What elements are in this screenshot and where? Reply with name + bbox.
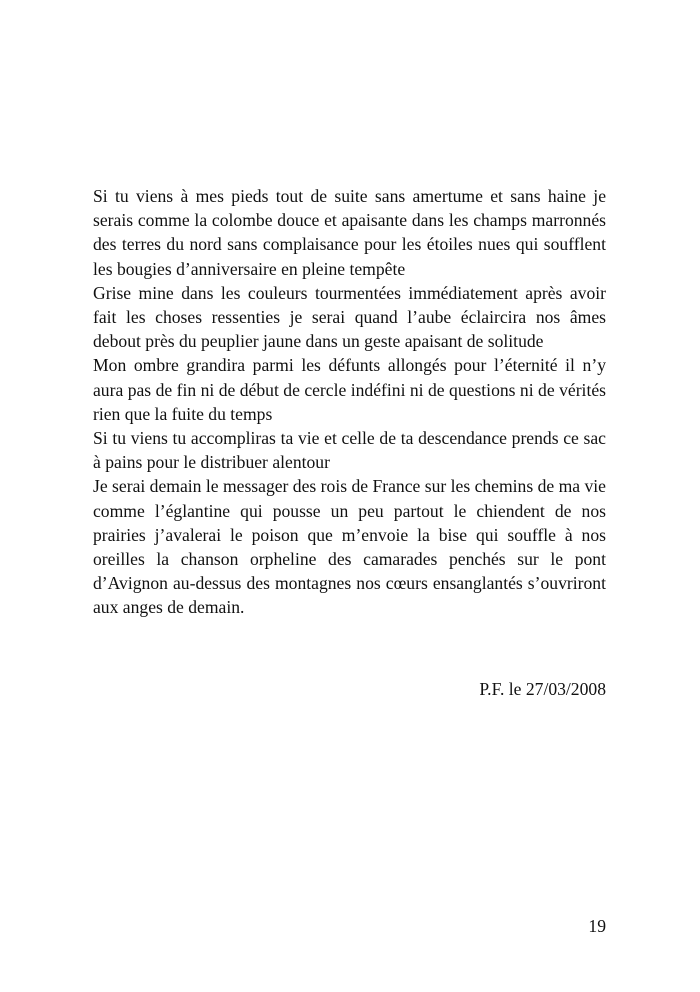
poem-stanza-5: Je serai demain le messager des rois de France sur les chemins de ma vie comme l’églantine qui pousse un peu partout le chiendent de nos prairies j’avalerai le poison que m’envoie la bise qui souffle à nos oreilles la chanson orpheline des camarades penchés sur le pont d’Avignon au-dessus des montagnes nos cœurs ensanglantés s’ouvriront aux anges de demain. — [93, 476, 606, 618]
page-number: 19 — [588, 916, 606, 936]
poem-body — [93, 184, 606, 620]
signature-date: P.F. le 27/03/2008 — [479, 679, 606, 699]
poem-stanza-4: Si tu viens tu accompliras ta vie et celle de ta descendance prends ce sac à pains pour le distribuer alentour — [93, 428, 606, 473]
poem-stanza-3: Mon ombre grandira parmi les défunts allongés pour l’éternité il n’y aura pas de fin ni de début de cercle indéfini ni de questions ni de vérités rien que la fuite du temps — [93, 355, 606, 424]
poem-stanza-2: Grise mine dans les couleurs tourmentées immédiatement après avoir fait les choses ressenties je serai quand l’aube éclaircira nos âmes debout près du peuplier jaune dans un geste apaisant de solitude — [93, 282, 606, 352]
poem-stanza-1: Si tu viens à mes pieds tout de suite sans amertume et sans haine je serais comme la colombe douce et apaisante dans les champs marronnés des terres du nord sans complaisance pour les étoiles nues qui soufflent les bougies d’anniversaire en pleine tempête — [93, 186, 606, 279]
